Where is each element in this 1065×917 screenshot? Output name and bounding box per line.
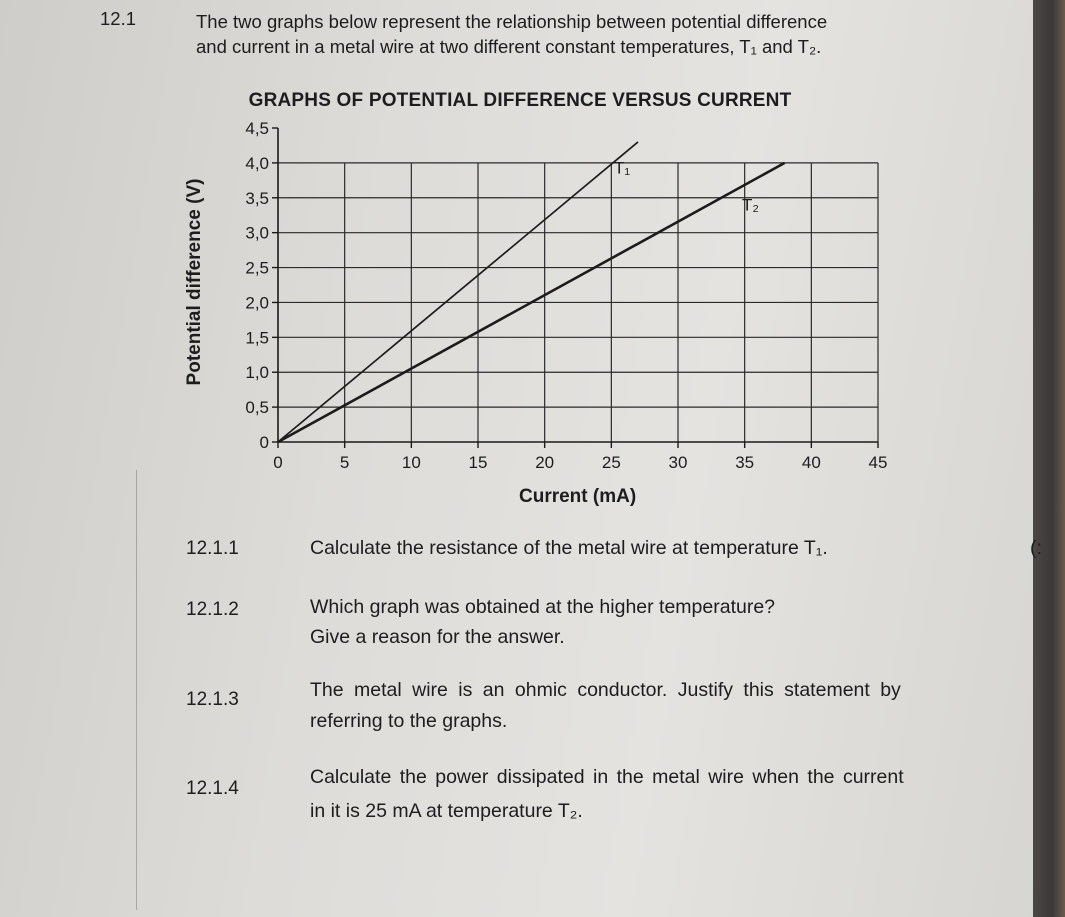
marks-indicator: (: [1030,537,1042,559]
y-tick-label: 3,5 [245,188,269,208]
series-label-2: T₂ [742,195,759,215]
chart-title: GRAPHS OF POTENTIAL DIFFERENCE VERSUS CURRENT [248,90,792,111]
x-tick-label: 40 [801,453,821,472]
sub-question-text-3b: referring to the graphs. [310,710,508,732]
page-fold-line [136,470,137,910]
x-tick-label: 30 [668,453,688,472]
x-tick-label: 0 [273,453,283,472]
x-tick-label: 5 [339,453,350,472]
x-tick-label: 25 [601,453,621,472]
chart-grid [278,163,878,442]
sub-question-number-3: 12.1.3 [186,689,239,710]
y-tick-label: 0,5 [245,398,269,418]
x-tick-label: 10 [401,453,421,472]
series-label-1: T₁ [614,158,631,178]
y-tick-label: 1,5 [245,328,269,348]
sub-question-text-2a: Which graph was obtained at the higher temperature? [310,596,776,618]
x-tick-label: 15 [468,453,488,472]
question-number: 12.1 [100,8,137,29]
y-tick-label: 2,5 [245,258,269,278]
sub-question-text-2b: Give a reason for the answer. [310,626,565,648]
sub-question-text-4b: in it is 25 mA at temperature T₂. [310,800,583,822]
x-tick-label: 20 [535,453,555,472]
sub-question-number-1: 12.1.1 [186,538,239,559]
sub-question-text-4a: Calculate the power dissipated in the metal wire when the current [310,766,904,788]
x-axis-label: Current (mA) [519,486,637,507]
y-tick-label: 4,5 [245,119,269,138]
y-tick-label: 3,0 [245,223,269,243]
y-tick-label: 1,0 [245,363,269,383]
sub-question-number-4: 12.1.4 [186,778,239,799]
x-tick-label: 45 [868,453,888,472]
sub-question-number-2: 12.1.2 [186,599,239,620]
y-tick-label: 0 [259,433,269,452]
question-intro-line-1: The two graphs below represent the relationship between potential difference [196,11,828,32]
question-intro-line-2: and current in a metal wire at two different constant temperatures, T₁ and T₂. [196,36,822,57]
sub-question-text-3a: The metal wire is an ohmic conductor. Justify this statement by [310,679,901,701]
x-tick-label: 35 [735,453,755,472]
chart-series [278,142,785,442]
y-axis-label: Potential difference (V) [184,178,205,386]
chart-ticks [245,119,887,472]
y-tick-label: 4,0 [245,153,269,173]
series-line-1 [278,142,638,442]
y-tick-label: 2,0 [245,293,269,313]
sub-question-text-1: Calculate the resistance of the metal wire at temperature T₁. [310,537,828,559]
